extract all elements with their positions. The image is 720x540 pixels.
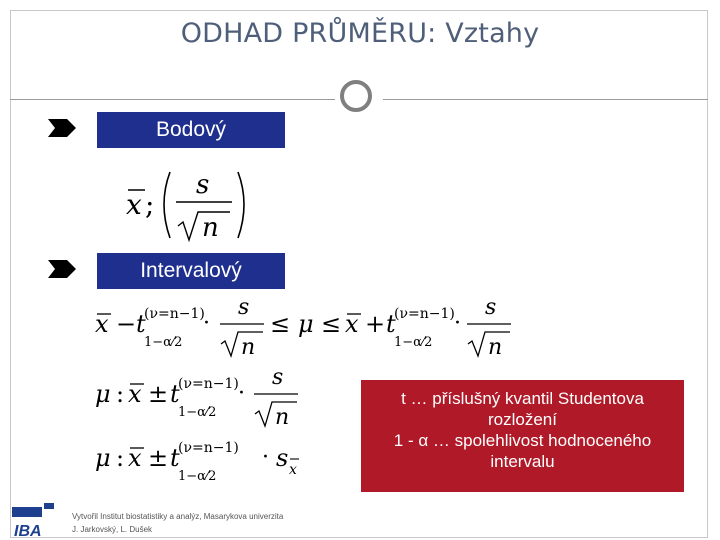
svg-text:≤: ≤ [321,310,342,338]
circle-ornament [340,80,372,112]
svg-text:x: x [289,462,297,478]
interval-estimate-label: Intervalový [97,253,285,289]
svg-text:μ: μ [95,444,111,472]
svg-text::: : [116,380,125,408]
svg-text:n: n [488,335,503,360]
svg-text:s: s [276,444,289,472]
svg-text:1−α⁄2: 1−α⁄2 [394,335,433,350]
slide-title: ODHAD PRŮMĚRU: Vztahy [180,18,540,49]
note-box [361,380,684,492]
svg-text:1−α⁄2: 1−α⁄2 [178,405,217,420]
svg-text:t: t [170,444,180,472]
svg-text:s: s [485,296,497,320]
title-divider-left [10,99,335,100]
svg-text:μ: μ [95,380,111,408]
footer-credits [72,510,283,536]
svg-text:±: ± [148,444,169,472]
point-estimate-label: Bodový [97,112,285,148]
svg-text:±: ± [148,380,169,408]
title-divider-right [383,99,708,100]
point-estimate-formula [118,160,258,251]
svg-text::: : [116,444,125,472]
svg-text:s: s [238,296,250,320]
interval-formula-inequality [92,296,522,367]
note-line: 1 - α … spolehlivost hodnoceného [393,431,652,450]
svg-text:(ν=n−1): (ν=n−1) [178,376,239,392]
note-line: rozložení [488,410,557,429]
svg-text:t: t [386,310,396,338]
svg-text:·: · [238,381,245,406]
svg-text:(ν=n−1): (ν=n−1) [178,440,239,456]
svg-text:n: n [241,335,256,360]
svg-text:·: · [262,445,269,470]
svg-text:·: · [203,311,210,336]
svg-text:≤: ≤ [270,310,291,338]
svg-text:IBA: IBA [14,523,42,539]
svg-text:x: x [128,380,142,408]
iba-logo [12,503,56,539]
svg-text:t: t [170,380,180,408]
svg-text:t: t [136,310,146,338]
footer-line: J. Jarkovský, L. Dušek [72,525,153,534]
svg-text:1−α⁄2: 1−α⁄2 [144,335,183,350]
svg-text:1−α⁄2: 1−α⁄2 [178,469,217,484]
svg-text:μ: μ [298,310,314,338]
svg-text:n: n [202,213,219,243]
svg-text:+: + [365,310,386,338]
svg-text:(ν=n−1): (ν=n−1) [394,306,455,322]
note-line: t … příslušný kvantil Studentova [401,389,644,408]
svg-text:n: n [275,405,290,430]
svg-text:·: · [454,311,461,336]
footer-line: Vytvořil Institut biostatistiky a analýz, Masarykova univerzita [72,512,284,521]
svg-text:−: − [116,310,137,338]
interval-formula-sx [92,430,312,501]
svg-text:x: x [128,444,142,472]
chevron-arrow-icon [48,260,76,278]
svg-text:x: x [95,310,109,338]
interval-formula-sqrt [92,366,312,437]
note-line: intervalu [490,452,555,471]
chevron-arrow-icon [48,119,76,137]
svg-text:;: ; [145,188,155,221]
svg-text:s: s [196,170,210,200]
svg-text:(ν=n−1): (ν=n−1) [144,306,205,322]
svg-text:x: x [126,188,142,221]
svg-text:x: x [345,310,359,338]
svg-text:s: s [272,366,284,390]
